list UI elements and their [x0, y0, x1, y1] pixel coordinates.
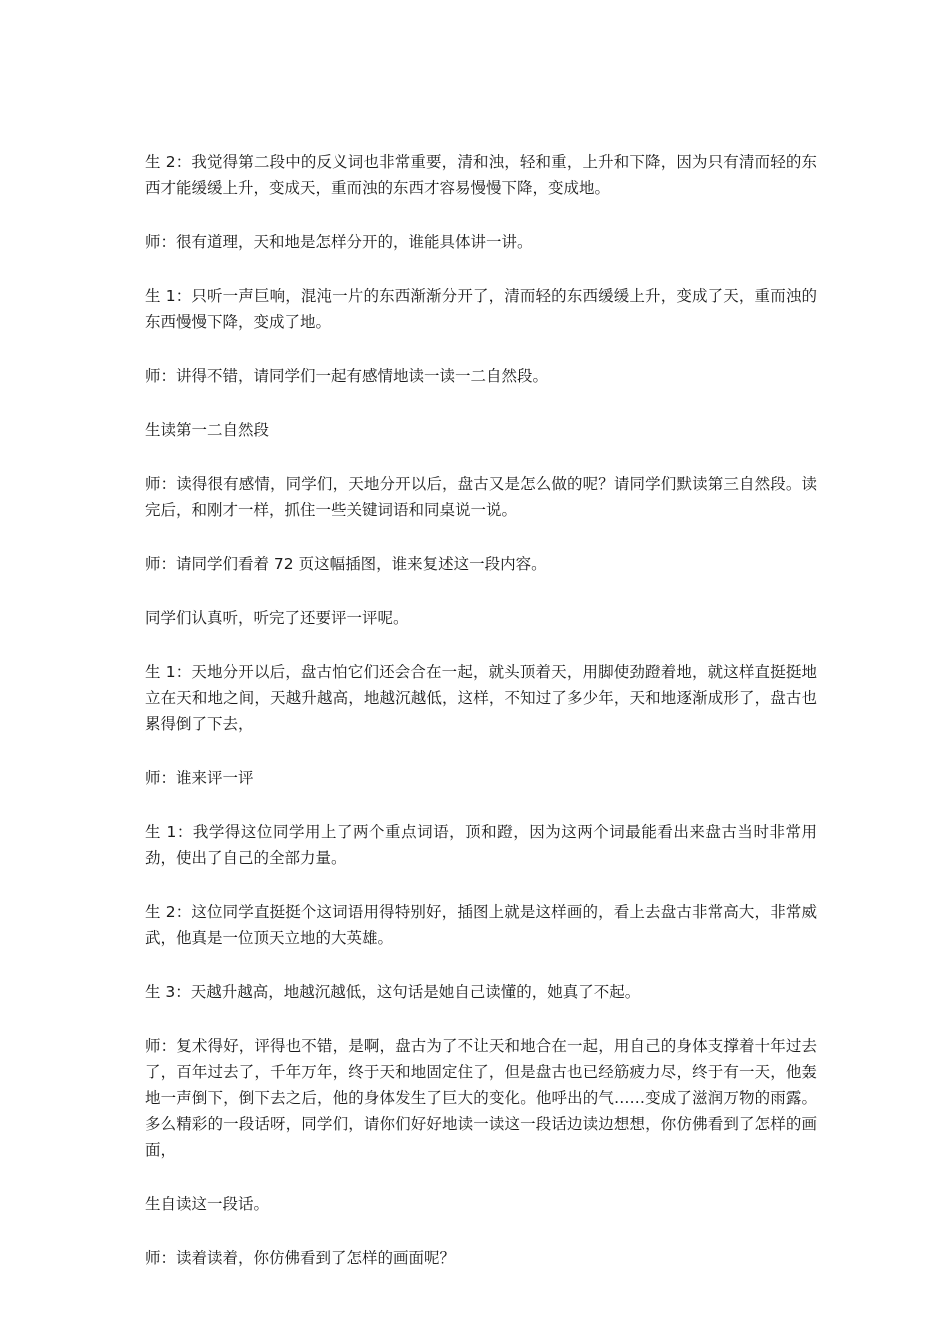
paragraph: 生 3：天越升越高，地越沉越低，这句话是她自己读懂的，她真了不起。 [145, 983, 641, 1001]
paragraph: 生 1：我学得这位同学用上了两个重点词语，顶和蹬，因为这两个词最能看出来盘古当时非常用劲，使出了自己的全部力量。 [145, 823, 817, 867]
paragraph: 生 2：这位同学直挺挺个这词语用得特别好，插图上就是这样画的，看上去盘古非常高大，非常威武，他真是一位顶天立地的大英雄。 [145, 903, 817, 947]
paragraph: 生 1：天地分开以后，盘古怕它们还会合在一起，就头顶着天，用脚使劲蹬着地，就这样直挺挺地立在天和地之间，天越升越高，地越沉越低，这样，不知过了多少年，天和地逐渐成形了，盘古也累得倒了下去， [145, 663, 817, 733]
paragraph: 师：读得很有感情，同学们，天地分开以后，盘古又是怎么做的呢？请同学们默读第三自然段。读完后，和刚才一样，抓住一些关键词语和同桌说一说。 [145, 475, 817, 519]
paragraph: 生读第一二自然段 [145, 421, 270, 439]
paragraph: 生 1：只听一声巨响，混沌一片的东西渐渐分开了，清而轻的东西缓缓上升，变成了天，重而浊的东西慢慢下降，变成了地。 [145, 287, 817, 331]
paragraph: 师：很有道理，天和地是怎样分开的，谁能具体讲一讲。 [145, 233, 533, 251]
paragraph: 师：请同学们看着 72 页这幅插图，谁来复述这一段内容。 [145, 555, 547, 573]
paragraph: 同学们认真听，听完了还要评一评呢。 [145, 609, 409, 627]
paragraph: 师：复术得好，评得也不错，是啊，盘古为了不让天和地合在一起，用自己的身体支撑着十年过去了，百年过去了，千年万年，终于天和地固定住了，但是盘古也已经筋疲力尽，终于有一天，他轰地一声倒下，倒下去之后，他的身体发生了巨大的变化。他呼出的气……变成了滋润万物的雨露。多么精彩的一段话呀，同学们，请你们好好地读一读这一段话边读边想想，你仿佛看到了怎样的画面， [145, 1037, 817, 1159]
paragraph: 生 2：我觉得第二段中的反义词也非常重要，清和浊，轻和重，上升和下降，因为只有清而轻的东西才能缓缓上升，变成天，重而浊的东西才容易慢慢下降，变成地。 [145, 153, 817, 197]
paragraph: 生自读这一段话。 [145, 1195, 270, 1213]
document-body [145, 149, 817, 1299]
paragraph: 师：讲得不错，请同学们一起有感情地读一读一二自然段。 [145, 367, 549, 385]
paragraph: 师：谁来评一评 [145, 769, 254, 787]
paragraph: 师：读着读着，你仿佛看到了怎样的画面呢？ [145, 1249, 456, 1267]
